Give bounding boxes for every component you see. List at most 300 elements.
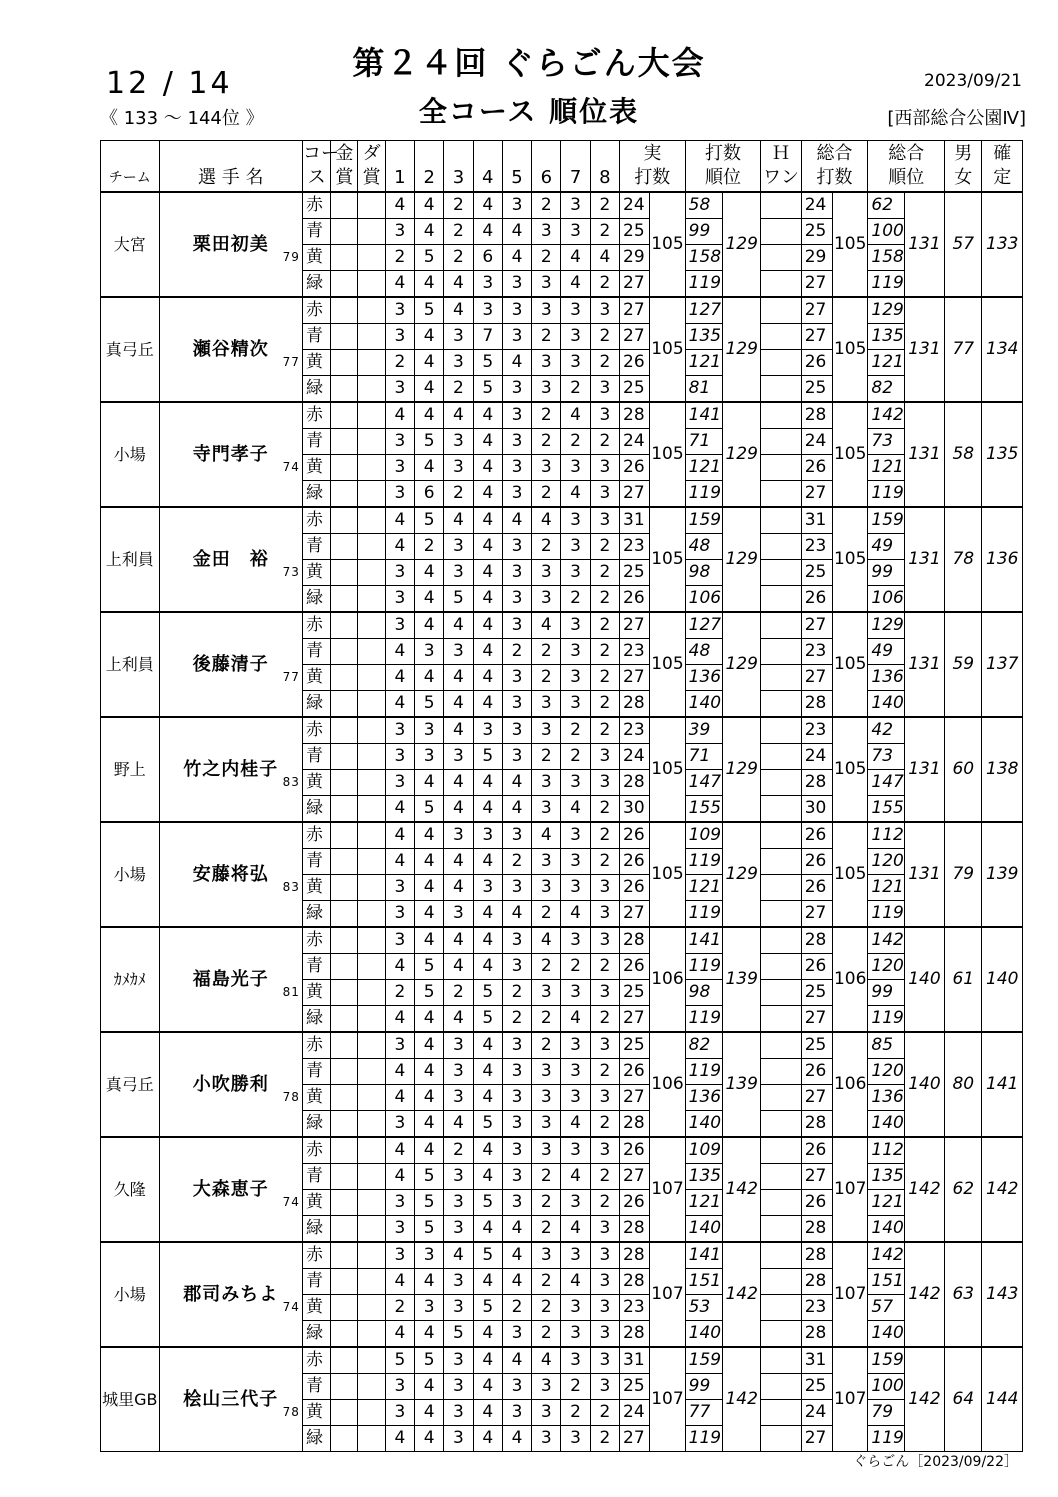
course-score: 26: [620, 350, 650, 376]
player-age: 83: [282, 775, 300, 789]
hole-score: 4: [473, 219, 502, 245]
gender-rank: 63: [945, 1242, 982, 1347]
player-name-text: 瀬谷精次: [192, 339, 269, 360]
grand-total: 105: [833, 822, 868, 927]
hole-score: 3: [561, 980, 590, 1006]
da-prize-cell: [358, 350, 385, 376]
hole-score: 3: [444, 1216, 473, 1243]
player-age: 74: [282, 1300, 300, 1314]
course-score-total: 26: [801, 954, 832, 980]
hole-in-one-cell: [761, 1374, 801, 1400]
course-rank-total: 159: [868, 507, 904, 534]
course-rank: 82: [685, 1032, 722, 1059]
final-rank: 142: [982, 1137, 1023, 1242]
actual-total: 105: [650, 507, 685, 612]
hole-score: 3: [444, 455, 473, 481]
hole-score: 3: [590, 481, 619, 508]
course-rank-total: 119: [868, 1426, 904, 1452]
hole-score: 4: [561, 901, 590, 928]
course-rank: 71: [685, 744, 722, 770]
course-score: 24: [620, 744, 650, 770]
gold-prize-cell: [331, 429, 358, 455]
hole-in-one-cell: [761, 1111, 801, 1138]
course-rank: 119: [685, 271, 722, 298]
hole-score: 3: [415, 744, 444, 770]
course-rank: 77: [685, 1400, 722, 1426]
grand-rank: 131: [904, 192, 944, 297]
gold-prize-cell: [331, 612, 358, 639]
da-prize-cell: [358, 429, 385, 455]
hole-score: 3: [444, 1164, 473, 1190]
gold-prize-cell: [331, 1164, 358, 1190]
course-score: 28: [620, 1321, 650, 1348]
hole-score: 3: [385, 455, 414, 481]
hole-score: 2: [590, 822, 619, 849]
player-name-text: 寺門孝子: [192, 444, 269, 465]
course-label: 黄: [302, 770, 330, 796]
hole-score: 3: [444, 429, 473, 455]
hole-score: 4: [415, 1400, 444, 1426]
course-rank-total: 121: [868, 350, 904, 376]
hole-score: 3: [444, 534, 473, 560]
hole-score: 4: [473, 639, 502, 665]
hole-score: 5: [444, 1321, 473, 1348]
hole-score: 4: [473, 1400, 502, 1426]
hole-in-one-cell: [761, 1426, 801, 1452]
course-score: 27: [620, 1164, 650, 1190]
course-rank-total: 119: [868, 271, 904, 298]
gold-prize-cell: [331, 875, 358, 901]
hole-score: 2: [590, 271, 619, 298]
player-name-text: 桧山三代子: [183, 1389, 279, 1410]
hole-score: 3: [444, 1374, 473, 1400]
hole-score: 5: [415, 297, 444, 324]
gold-prize-cell: [331, 822, 358, 849]
hole-score: 2: [532, 1295, 561, 1321]
course-rank: 81: [685, 376, 722, 403]
course-score-total: 27: [801, 1006, 832, 1033]
hole-score: 2: [532, 429, 561, 455]
actual-total: 105: [650, 717, 685, 822]
rank-range: 《 133 ～ 144位 》: [100, 108, 264, 129]
course-rank-total: 82: [868, 376, 904, 403]
grand-rank: 131: [904, 402, 944, 507]
da-prize-cell: [358, 927, 385, 954]
hole-score: 3: [385, 297, 414, 324]
hole-score: 3: [561, 1295, 590, 1321]
actual-total: 107: [650, 1347, 685, 1452]
hole-score: 4: [385, 507, 414, 534]
hole-score: 3: [385, 1111, 414, 1138]
hole-score: 4: [415, 1032, 444, 1059]
event-date: 2023/09/21: [924, 71, 1022, 91]
hole-score: 3: [502, 481, 531, 508]
table-row: [101, 402, 1023, 429]
course-rank: 158: [685, 245, 722, 271]
gold-prize-cell: [331, 744, 358, 770]
team-name: 上利員: [101, 507, 160, 612]
da-prize-cell: [358, 324, 385, 350]
hole-score: 3: [532, 1374, 561, 1400]
hole-score: 2: [590, 954, 619, 980]
hole-score: 5: [415, 245, 444, 271]
hole-score: 3: [415, 1242, 444, 1269]
course-rank-total: 121: [868, 875, 904, 901]
gender-rank: 59: [945, 612, 982, 717]
gold-prize-cell: [331, 1347, 358, 1374]
course-rank-total: 151: [868, 1269, 904, 1295]
gold-prize-cell: [331, 271, 358, 298]
team-name: 小場: [101, 822, 160, 927]
course-score-total: 25: [801, 560, 832, 586]
hole-score: 3: [532, 980, 561, 1006]
hole-score: 3: [385, 717, 414, 744]
hole-score: 4: [415, 875, 444, 901]
course-score: 23: [620, 534, 650, 560]
hole-score: 2: [590, 534, 619, 560]
course-score-total: 26: [801, 1190, 832, 1216]
table-row: [101, 1137, 1023, 1164]
hole-score: 3: [590, 376, 619, 403]
course-label: 緑: [302, 586, 330, 613]
col-hole-2: 2: [415, 141, 444, 193]
da-prize-cell: [358, 849, 385, 875]
course-rank: 99: [685, 1374, 722, 1400]
course-score-total: 31: [801, 1347, 832, 1374]
gold-prize-cell: [331, 927, 358, 954]
hole-score: 4: [473, 927, 502, 954]
course-score-total: 23: [801, 534, 832, 560]
hole-score: 2: [385, 1295, 414, 1321]
da-prize-cell: [358, 1216, 385, 1243]
hole-score: 4: [561, 796, 590, 823]
stroke-rank: 142: [722, 1347, 760, 1452]
hole-score: 5: [473, 350, 502, 376]
da-prize-cell: [358, 822, 385, 849]
hole-score: 3: [532, 1111, 561, 1138]
gold-prize-cell: [331, 980, 358, 1006]
course-rank-total: 62: [868, 192, 904, 219]
hole-score: 4: [385, 271, 414, 298]
hole-score: 3: [590, 1216, 619, 1243]
course-label: 緑: [302, 1216, 330, 1243]
hole-in-one-cell: [761, 954, 801, 980]
hole-score: 3: [385, 901, 414, 928]
course-rank: 98: [685, 560, 722, 586]
hole-score: 3: [590, 1374, 619, 1400]
course-score-total: 25: [801, 1032, 832, 1059]
hole-score: 3: [502, 402, 531, 429]
course-score-total: 27: [801, 481, 832, 508]
hole-score: 4: [473, 534, 502, 560]
course-label: 青: [302, 849, 330, 875]
course-rank: 155: [685, 796, 722, 823]
hole-score: 5: [473, 1111, 502, 1138]
stroke-rank: 142: [722, 1242, 760, 1347]
player-name: [159, 1032, 302, 1137]
actual-total: 107: [650, 1137, 685, 1242]
hole-score: 4: [415, 219, 444, 245]
hole-score: 5: [415, 691, 444, 718]
hole-score: 5: [415, 1190, 444, 1216]
gold-prize-cell: [331, 665, 358, 691]
hole-score: 4: [415, 1137, 444, 1164]
hole-score: 5: [473, 1295, 502, 1321]
hole-score: 3: [444, 1059, 473, 1085]
hole-score: 3: [561, 1321, 590, 1348]
course-score-total: 23: [801, 639, 832, 665]
da-prize-cell: [358, 744, 385, 770]
hole-score: 4: [385, 849, 414, 875]
hole-score: 4: [444, 1111, 473, 1138]
gender-rank: 58: [945, 402, 982, 507]
hole-in-one-cell: [761, 219, 801, 245]
gold-prize-cell: [331, 586, 358, 613]
course-rank-total: 155: [868, 796, 904, 823]
hole-score: 4: [473, 402, 502, 429]
gold-prize-cell: [331, 192, 358, 219]
hole-in-one-cell: [761, 1242, 801, 1269]
gold-prize-cell: [331, 1137, 358, 1164]
hole-score: 5: [415, 954, 444, 980]
course-label: 黄: [302, 1190, 330, 1216]
hole-score: 3: [561, 770, 590, 796]
course-rank: 119: [685, 1426, 722, 1452]
hole-score: 3: [532, 271, 561, 298]
player-name: [159, 1347, 302, 1452]
hole-in-one-cell: [761, 822, 801, 849]
stroke-rank: 142: [722, 1137, 760, 1242]
gold-prize-cell: [331, 402, 358, 429]
course-score: 28: [620, 927, 650, 954]
player-name: [159, 192, 302, 297]
hole-score: 3: [385, 560, 414, 586]
hole-score: 3: [590, 1269, 619, 1295]
course-rank: 127: [685, 612, 722, 639]
hole-score: 2: [561, 429, 590, 455]
course-rank-total: 140: [868, 1321, 904, 1348]
course-rank-total: 42: [868, 717, 904, 744]
da-prize-cell: [358, 455, 385, 481]
hole-score: 3: [385, 324, 414, 350]
hole-score: 2: [590, 849, 619, 875]
hole-score: 3: [385, 1032, 414, 1059]
hole-score: 2: [561, 1374, 590, 1400]
hole-score: 4: [444, 954, 473, 980]
hole-in-one-cell: [761, 665, 801, 691]
table-row: [101, 612, 1023, 639]
hole-score: 3: [385, 927, 414, 954]
stroke-rank: 129: [722, 402, 760, 507]
hole-score: 3: [590, 1032, 619, 1059]
hole-in-one-cell: [761, 1137, 801, 1164]
final-rank: 143: [982, 1242, 1023, 1347]
course-score-total: 24: [801, 429, 832, 455]
course-label: 赤: [302, 1137, 330, 1164]
course-rank: 136: [685, 1085, 722, 1111]
hole-score: 4: [473, 691, 502, 718]
course-score-total: 26: [801, 1059, 832, 1085]
hole-score: 4: [502, 507, 531, 534]
gold-prize-cell: [331, 507, 358, 534]
hole-score: 3: [502, 297, 531, 324]
hole-score: 3: [590, 875, 619, 901]
grand-total: 106: [833, 1032, 868, 1137]
gold-prize-cell: [331, 1426, 358, 1452]
gold-prize-cell: [331, 1295, 358, 1321]
course-label: 青: [302, 954, 330, 980]
course-score: 26: [620, 1137, 650, 1164]
hole-score: 3: [385, 744, 414, 770]
hole-score: 3: [502, 271, 531, 298]
hole-score: 4: [415, 770, 444, 796]
course-score-total: 26: [801, 455, 832, 481]
course-rank-total: 73: [868, 744, 904, 770]
hole-score: 2: [532, 1032, 561, 1059]
hole-score: 3: [502, 665, 531, 691]
course-score: 25: [620, 1374, 650, 1400]
hole-score: 4: [444, 507, 473, 534]
course-rank: 159: [685, 1347, 722, 1374]
course-label: 黄: [302, 980, 330, 1006]
course-score: 27: [620, 271, 650, 298]
da-prize-cell: [358, 1006, 385, 1033]
da-prize-cell: [358, 1164, 385, 1190]
actual-total: 105: [650, 297, 685, 402]
course-rank: 141: [685, 927, 722, 954]
hole-score: 3: [532, 1242, 561, 1269]
hole-score: 3: [502, 324, 531, 350]
hole-score: 2: [502, 1295, 531, 1321]
hole-score: 3: [532, 350, 561, 376]
gold-prize-cell: [331, 1190, 358, 1216]
hole-score: 3: [561, 192, 590, 219]
hole-score: 4: [444, 717, 473, 744]
hole-score: 3: [532, 1085, 561, 1111]
gender-rank: 64: [945, 1347, 982, 1452]
actual-total: 105: [650, 612, 685, 717]
hole-score: 4: [415, 1269, 444, 1295]
hole-score: 4: [415, 901, 444, 928]
final-rank: 137: [982, 612, 1023, 717]
hole-in-one-cell: [761, 980, 801, 1006]
col-total-rank: 総合 順位: [868, 141, 945, 193]
hole-score: 2: [590, 691, 619, 718]
hole-score: 3: [502, 192, 531, 219]
final-rank: 139: [982, 822, 1023, 927]
gold-prize-cell: [331, 796, 358, 823]
table-row: [101, 927, 1023, 954]
course-score-total: 28: [801, 1321, 832, 1348]
course-rank-total: 79: [868, 1400, 904, 1426]
gold-prize-cell: [331, 245, 358, 271]
hole-in-one-cell: [761, 586, 801, 613]
hole-score: 3: [502, 429, 531, 455]
course-label: 青: [302, 219, 330, 245]
hole-score: 2: [590, 796, 619, 823]
hole-score: 3: [502, 1164, 531, 1190]
gold-prize-cell: [331, 350, 358, 376]
course-rank-total: 120: [868, 1059, 904, 1085]
gender-rank: 60: [945, 717, 982, 822]
course-rank: 121: [685, 350, 722, 376]
hole-score: 4: [415, 1059, 444, 1085]
da-prize-cell: [358, 980, 385, 1006]
hole-score: 4: [385, 639, 414, 665]
hole-score: 4: [473, 455, 502, 481]
hole-score: 3: [444, 324, 473, 350]
da-prize-cell: [358, 376, 385, 403]
da-prize-cell: [358, 796, 385, 823]
course-rank: 147: [685, 770, 722, 796]
hole-score: 3: [444, 1032, 473, 1059]
hole-score: 4: [473, 1374, 502, 1400]
course-rank-total: 119: [868, 1006, 904, 1033]
course-rank-total: 120: [868, 954, 904, 980]
hole-score: 2: [590, 1164, 619, 1190]
course-score-total: 23: [801, 717, 832, 744]
hole-score: 3: [561, 822, 590, 849]
hole-score: 2: [532, 324, 561, 350]
hole-score: 3: [444, 1347, 473, 1374]
hole-score: 4: [473, 560, 502, 586]
hole-score: 4: [385, 192, 414, 219]
hole-in-one-cell: [761, 927, 801, 954]
hole-score: 3: [561, 507, 590, 534]
da-prize-cell: [358, 1295, 385, 1321]
course-score-total: 29: [801, 245, 832, 271]
course-score: 25: [620, 1032, 650, 1059]
stroke-rank: 129: [722, 822, 760, 927]
hole-score: 4: [415, 1111, 444, 1138]
hole-score: 3: [532, 297, 561, 324]
hole-score: 4: [415, 192, 444, 219]
hole-in-one-cell: [761, 271, 801, 298]
hole-score: 2: [532, 1269, 561, 1295]
hole-score: 4: [415, 822, 444, 849]
hole-in-one-cell: [761, 245, 801, 271]
hole-in-one-cell: [761, 534, 801, 560]
course-label: 青: [302, 1374, 330, 1400]
course-score-total: 25: [801, 219, 832, 245]
course-score-total: 26: [801, 350, 832, 376]
hole-in-one-cell: [761, 402, 801, 429]
hole-score: 4: [444, 612, 473, 639]
hole-score: 3: [473, 297, 502, 324]
course-rank: 109: [685, 1137, 722, 1164]
hole-score: 4: [473, 1426, 502, 1452]
player-name: [159, 717, 302, 822]
course-rank: 119: [685, 901, 722, 928]
col-course: コー ス: [302, 141, 330, 193]
course-label: 赤: [302, 822, 330, 849]
hole-score: 3: [502, 1374, 531, 1400]
da-prize-cell: [358, 219, 385, 245]
hole-score: 3: [415, 717, 444, 744]
course-rank: 119: [685, 849, 722, 875]
course-label: 青: [302, 1059, 330, 1085]
hole-score: 5: [415, 429, 444, 455]
col-team: チーム: [101, 141, 160, 193]
course-score-total: 23: [801, 1295, 832, 1321]
hole-score: 2: [590, 639, 619, 665]
course-rank-total: 100: [868, 1374, 904, 1400]
course-rank-total: 120: [868, 849, 904, 875]
col-hole-7: 7: [561, 141, 590, 193]
actual-total: 106: [650, 1032, 685, 1137]
col-actual-strokes: 実 打数: [620, 141, 686, 193]
course-rank-total: 100: [868, 219, 904, 245]
